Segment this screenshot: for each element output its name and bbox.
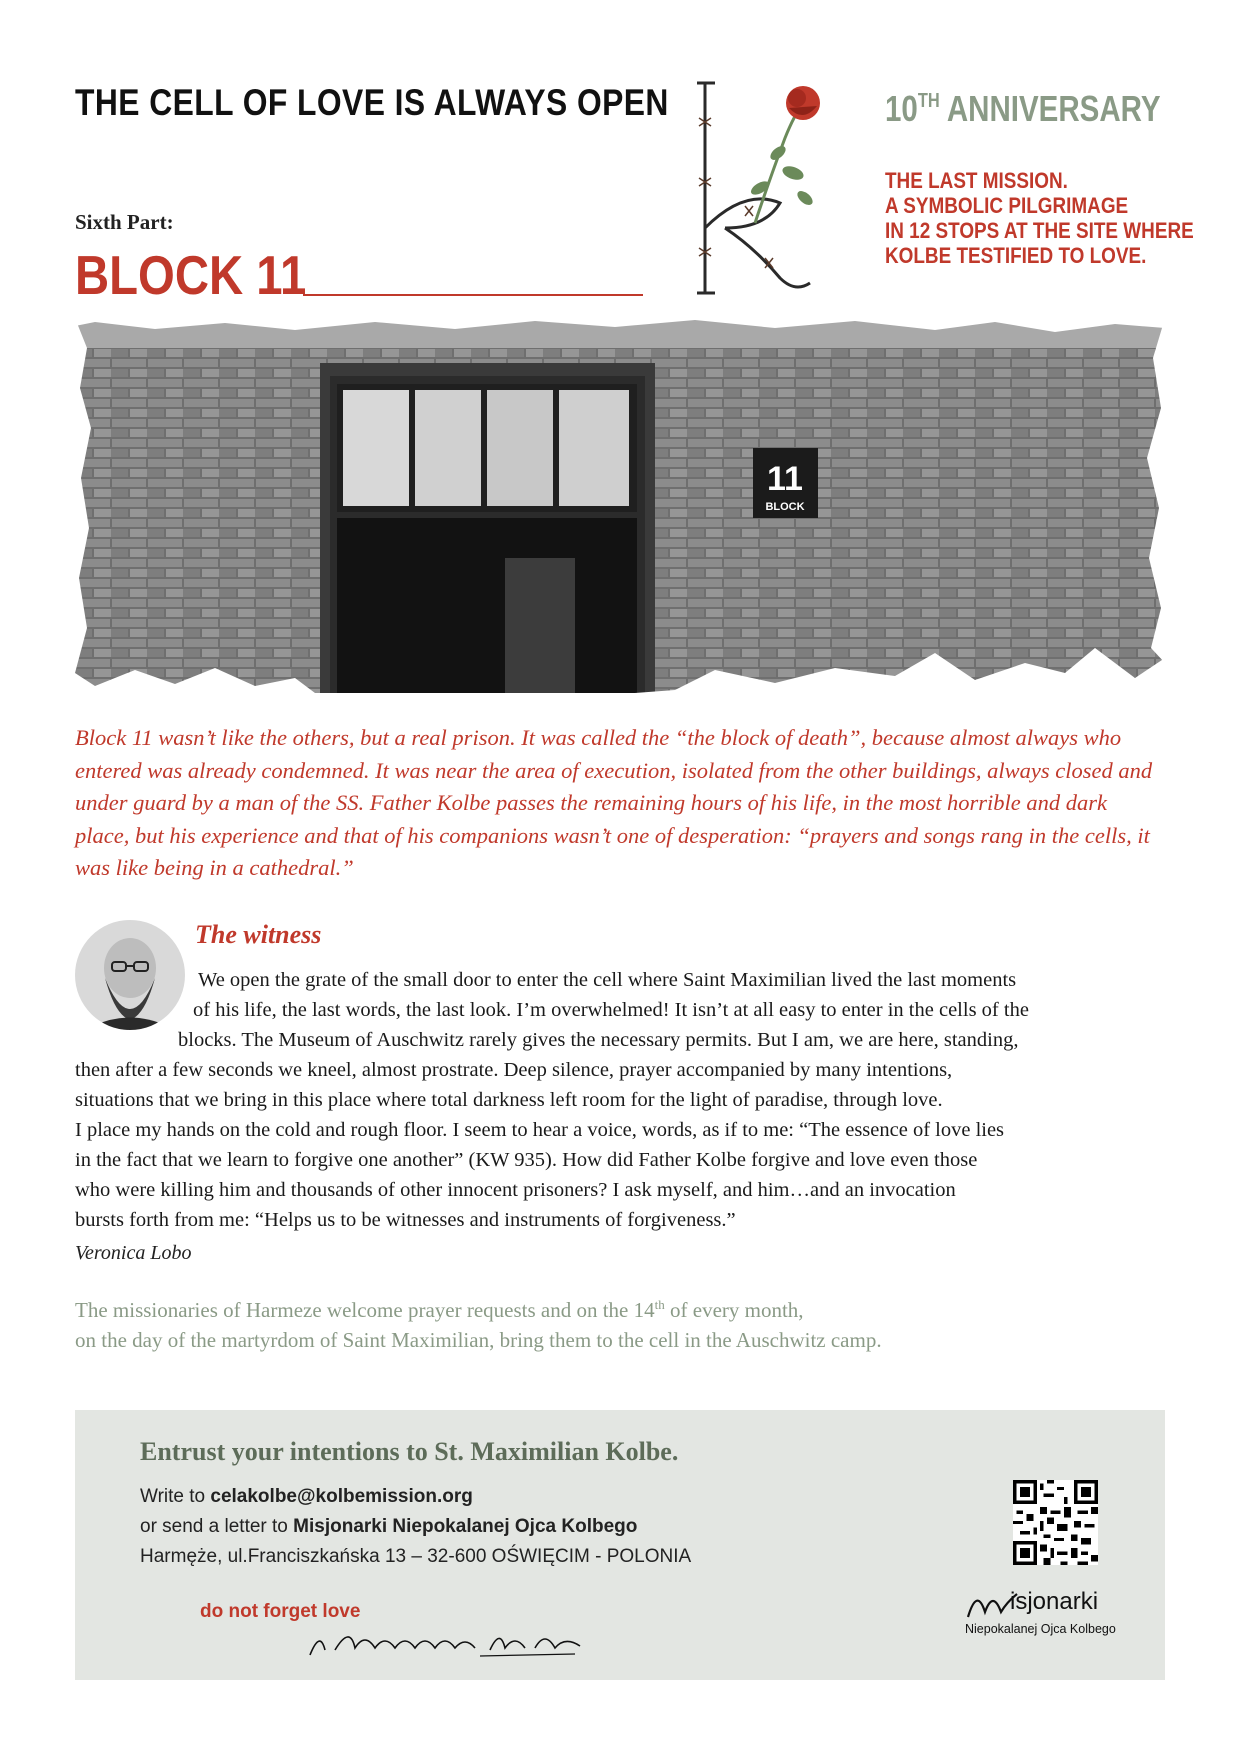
witness-line: blocks. The Museum of Auschwitz rarely gives the necessary permits. But I am, we are here, standing, <box>178 1029 1019 1051</box>
mission-line: THE LAST MISSION. <box>885 168 1068 193</box>
witness-heading: The witness <box>195 920 322 949</box>
block-sign-number: 11 <box>767 460 803 498</box>
qr-code[interactable] <box>1013 1480 1098 1565</box>
witness-line: bursts forth from me: “Helps us to be witnesses and instruments of forgiveness.” <box>75 1209 736 1231</box>
organization-name: Misjonarki Niepokalanej Ojca Kolbego <box>293 1516 638 1537</box>
title-underline <box>303 294 643 296</box>
prayer-requests-note: The missionaries of Harmeze welcome prayer requests and on the 14th of every month, on the day of the martyrdom of Saint Maximilian, bring them to the cell in the Auschwitz camp. <box>75 1297 882 1352</box>
kolbe-autograph-signature <box>305 1620 585 1665</box>
witness-text <box>75 965 1165 1235</box>
anniversary-heading: 10TH ANNIVERSARY <box>885 88 1161 129</box>
mission-line: IN 12 STOPS AT THE SITE WHERE <box>885 218 1194 243</box>
email-link[interactable]: celakolbe@kolbemission.org <box>210 1486 473 1507</box>
mission-line: KOLBE TESTIFIED TO LOVE. <box>885 243 1147 268</box>
witness-line: of his life, the last words, the last look. I’m overwhelmed! It isn’t at all easy to enter in the cells of the <box>193 999 1029 1021</box>
witness-line: situations that we bring in this place where total darkness left room for the light of paradise, through love. <box>75 1089 943 1111</box>
block-sign-word: BLOCK <box>765 501 805 513</box>
k-monogram-rose-logo <box>685 78 835 303</box>
contact-info: Write to celakolbe@kolbemission.org or send a letter to Misjonarki Niepokalanej Ojca Kolbego Harmęże, ul.Franciszkańska 13 – 32-600 OŚWIĘCIM - POLONIA <box>140 1482 691 1572</box>
mission-tagline <box>885 168 1229 268</box>
witness-line: who were killing him and thousands of other innocent prisoners? I ask myself, and him…and an invocation <box>75 1179 956 1201</box>
witness-line: I place my hands on the cold and rough floor. I seem to hear a voice, words, as if to me: “The essence of love lies <box>75 1119 1005 1141</box>
page-headline: THE CELL OF LOVE IS ALWAYS OPEN <box>75 82 669 123</box>
part-label: Sixth Part: <box>75 210 174 234</box>
slogan: do not forget love <box>200 1601 361 1622</box>
misjonarki-logo-name: isjonarki <box>1010 1588 1099 1615</box>
witness-line: in the fact that we learn to forgive one another” (KW 935). How did Father Kolbe forgive and love even those <box>75 1149 978 1171</box>
mission-line: A SYMBOLIC PILGRIMAGE <box>885 193 1129 218</box>
intro-paragraph: Block 11 wasn’t like the others, but a real prison. It was called the “the block of death”, because almost always who entered was already condemned. It was near the area of execution, isolated from the other buildings, always closed and under guard by a man of the SS. Father Kolbe passes the remaining hours of his life, in the most horrible and dark place, but his experience and that of his companions wasn’t one of desperation: “prayers and songs rang in the cells, it was like being in a cathedral.” <box>75 725 1153 880</box>
misjonarki-logo-subtitle: Niepokalanej Ojca Kolbego <box>965 1622 1116 1636</box>
witness-author: Veronica Lobo <box>75 1242 192 1264</box>
entrust-heading: Entrust your intentions to St. Maximilian Kolbe. <box>140 1437 679 1466</box>
witness-line: then after a few seconds we kneel, almost prostrate. Deep silence, prayer accompanied by many intentions, <box>75 1059 953 1081</box>
witness-line: We open the grate of the small door to enter the cell where Saint Maximilian lived the last moments <box>198 969 1017 991</box>
block-title: BLOCK 11 <box>75 244 307 306</box>
postal-address: Harmęże, ul.Franciszkańska 13 – 32-600 OŚWIĘCIM - POLONIA <box>140 1546 692 1567</box>
block-11-photo <box>75 318 1165 693</box>
